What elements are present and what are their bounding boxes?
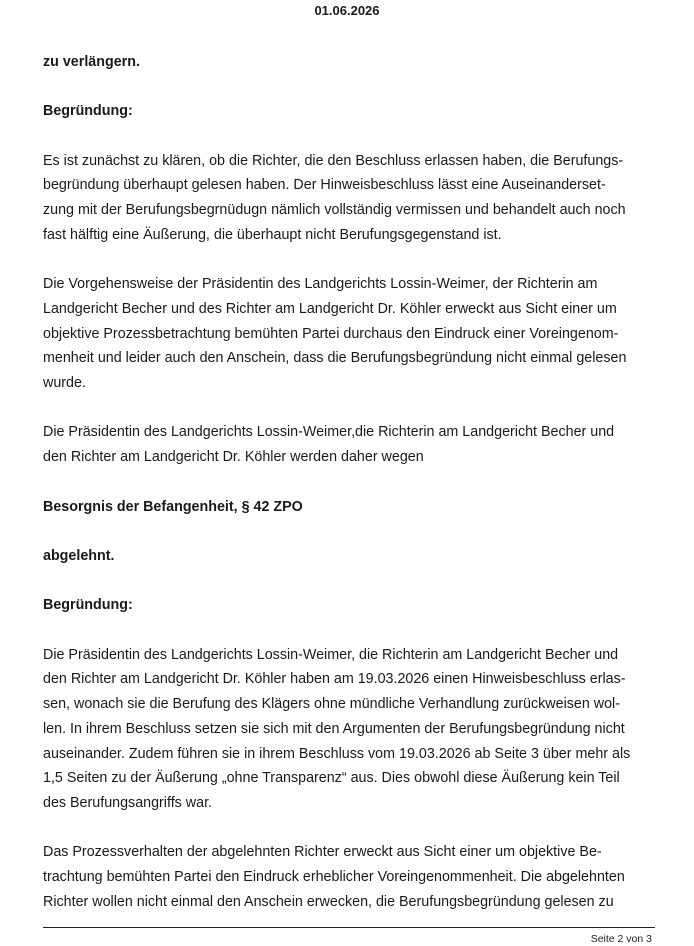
motion-heading: Besorgnis der Befangenheit, § 42 ZPO — [43, 498, 303, 515]
section-heading: Begründung: — [43, 597, 133, 614]
paragraph-line: Es ist zunächst zu klären, ob die Richter, die den Beschluss erlassen haben, die Berufungs- — [43, 152, 624, 169]
paragraph-line: den Richter am Landgericht Dr. Köhler haben am 19.03.2026 einen Hinweisbeschluss erlas- — [43, 671, 626, 688]
paragraph-line: menheit und leider auch den Anschein, dass die Berufungsbegründung nicht einmal gelesen — [43, 350, 627, 367]
paragraph-line: den Richter am Landgericht Dr. Köhler werden daher wegen — [43, 449, 424, 466]
document-body — [43, 50, 655, 914]
paragraph-line: len. In ihrem Beschluss setzen sie sich mit den Argumenten der Berufungsbegründung nicht — [43, 720, 625, 737]
paragraph-line: auseinander. Zudem führen sie in ihrem Beschluss vom 19.03.2026 ab Seite 3 über mehr als — [43, 745, 631, 762]
paragraph-line: objektive Prozessbetrachtung bemühten Partei durchaus den Eindruck einer Voreingenom- — [43, 325, 619, 342]
header-date: 01.06.2026 — [314, 3, 380, 18]
paragraph-line: fast hälftig eine Äußerung, die überhaupt nicht Berufungsgegenstand ist. — [43, 226, 502, 243]
motion-result: abgelehnt. — [43, 547, 115, 564]
page-number: Seite 2 von 3 — [590, 933, 652, 945]
paragraph-line: 1,5 Seiten zu der Äußerung „ohne Transparenz“ aus. Dies obwohl diese Äußerung kein Teil — [43, 770, 620, 787]
paragraph-line: Die Vorgehensweise der Präsidentin des Landgerichts Lossin-Weimer, der Richterin am — [43, 276, 598, 293]
paragraph-line: des Berufungsangriffs war. — [43, 794, 213, 811]
footer-divider — [43, 927, 655, 928]
paragraph-line: trachtung bemühten Partei den Eindruck erheblicher Voreingenommenheit. Die abgelehnten — [43, 869, 625, 886]
paragraph-line: sen, wonach sie die Berufung des Klägers ohne mündliche Verhandlung zurückweisen wol- — [43, 696, 620, 713]
paragraph-line: begründung überhaupt gelesen haben. Der Hinweisbeschluss lässt eine Auseinanderset- — [43, 177, 606, 194]
paragraph-line: Die Präsidentin des Landgerichts Lossin-Weimer,die Richterin am Landgericht Becher und — [43, 424, 615, 441]
paragraph-line: Landgericht Becher und des Richter am Landgericht Dr. Köhler erweckt aus Sicht einer um — [43, 300, 617, 317]
section-heading: Begründung: — [43, 103, 133, 120]
paragraph-line: Das Prozessverhalten der abgelehnten Richter erweckt aus Sicht einer um objektive Be- — [43, 844, 602, 861]
paragraph-line: wurde. — [43, 375, 86, 392]
closing-line: zu verlängern. — [43, 54, 140, 70]
paragraph-line: Die Präsidentin des Landgerichts Lossin-Weimer, die Richterin am Landgericht Becher und — [43, 646, 619, 663]
paragraph-line: zung mit der Berufungsbegrnüdugn nämlich vollständig vermissen und behandelt auch noch — [43, 202, 626, 219]
paragraph-line: Richter wollen nicht einmal den Anschein erwecken, die Berufungsbegründung gelesen zu — [43, 893, 614, 910]
